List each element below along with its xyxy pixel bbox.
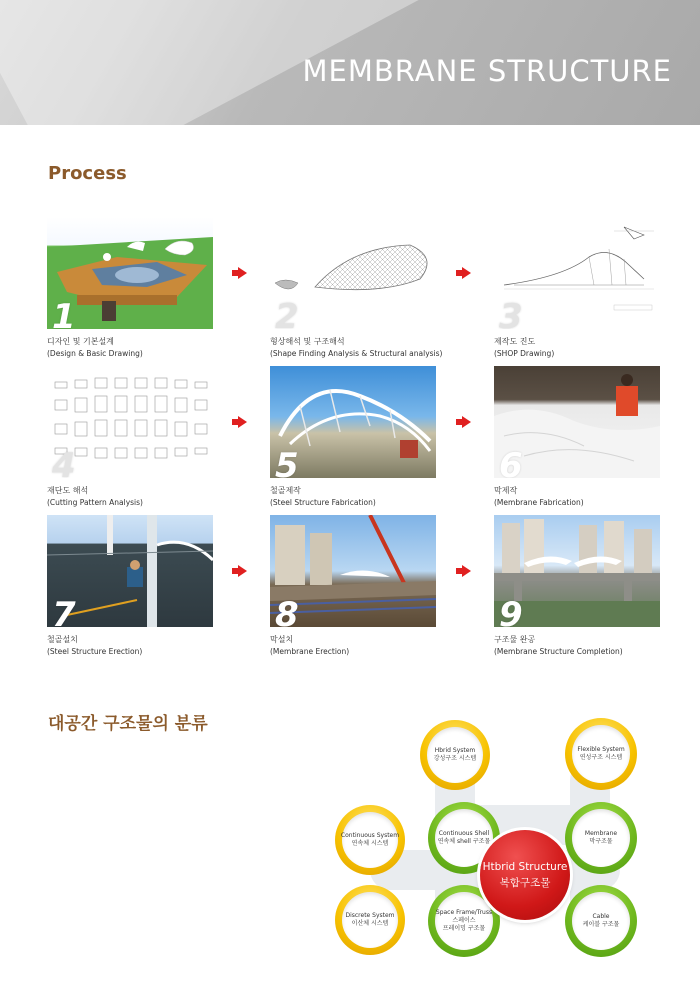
node-label-ko: 프레이밍 구조물 [442,924,486,932]
design-drawing-image [47,217,213,329]
arrow-right-icon [238,565,247,577]
node-label-ko: 막구조물 [589,838,613,845]
shop-drawing-image [494,217,660,329]
step-label-en: (Steel Structure Fabrication) [270,498,376,507]
step-number: 6 [499,446,523,478]
process-step-4 [47,366,217,507]
step-label-en: (Membrane Fabrication) [494,498,584,507]
step-number: 2 [275,297,299,329]
node-label-ko: 스페이스 [452,917,476,925]
step-number: 9 [499,595,523,627]
step-label-ko: 디자인 및 기본설계 [47,337,114,346]
node-label-en: Cable [592,913,610,921]
arrow-right-icon [462,267,471,279]
classification-diagram [320,710,650,980]
process-step-6 [494,366,664,507]
node-cable [565,885,637,957]
step-label-en: (Steel Structure Erection) [47,647,143,656]
node-label-en: Discrete System [345,912,395,920]
process-step-1 [47,217,217,358]
node-label-en: Membrane [584,830,618,838]
process-step-3 [494,217,664,358]
node-continuous-system [335,805,405,875]
node-discrete-system [335,885,405,955]
step-number: 8 [275,595,299,627]
step-number: 4 [52,446,76,478]
node-label-en: Flexible System [577,746,625,754]
step-label-ko: 막설치 [270,635,294,644]
node-label-en: Continuous Shell [438,830,490,838]
node-label-ko: 연속체 시스템 [351,840,389,847]
node-label-en: Continuous System [340,832,400,840]
step-label-ko: 형상해석 및 구조해석 [270,337,345,346]
process-step-7 [47,515,217,656]
membrane-fabrication-image [494,366,660,478]
arrow-right-icon [462,416,471,428]
step-number: 7 [52,595,76,627]
classification-title: 대공간 구조물의 분류 [48,714,208,734]
node-hibrid-system [420,720,490,790]
process-step-5 [270,366,440,507]
steel-fabrication-image [270,366,436,478]
node-label-ko: 강성구조 시스템 [433,755,477,762]
step-label-en: (Membrane Structure Completion) [494,647,623,656]
step-label-en: (Design & Basic Drawing) [47,349,143,358]
node-flexible-system [565,718,637,790]
node-label-en: Hbrid System [434,747,476,755]
step-number: 5 [275,446,299,478]
step-label-en: (Membrane Erection) [270,647,350,656]
membrane-erection-image [270,515,436,627]
header-banner [0,0,700,125]
node-label-ko: 연속체 shell 구조물 [437,838,491,845]
process-step-8 [270,515,440,656]
node-label-en: Space Frame/Truss [435,909,493,917]
step-label-ko: 철골설치 [47,635,78,644]
process-step-2 [270,217,443,358]
completion-image [494,515,660,627]
center-label-ko: 복합구조물 [499,876,551,889]
step-label-ko: 막제작 [494,486,518,495]
node-label-ko: 연성구조 시스템 [579,754,623,761]
steel-erection-image [47,515,213,627]
node-label-ko: 케이블 구조물 [582,921,620,928]
process-step-9 [494,515,664,656]
cutting-pattern-image [47,366,213,478]
step-label-ko: 구조물 완공 [494,635,536,644]
step-label-en: (SHOP Drawing) [494,349,555,358]
step-label-en: (Shape Finding Analysis & Structural analysis) [270,349,443,358]
step-label-ko: 재단도 해석 [47,486,89,495]
step-number: 1 [52,297,76,329]
node-membrane [565,802,637,874]
node-label-ko: 이산체 시스템 [351,920,389,927]
shape-analysis-image [270,217,436,329]
step-number: 3 [499,297,523,329]
step-label-en: (Cutting Pattern Analysis) [47,498,143,507]
step-label-ko: 제작도 진도 [494,337,536,346]
process-title: Process [48,163,127,184]
arrow-right-icon [238,267,247,279]
node-hybrid-structure-center [480,830,570,920]
arrow-right-icon [238,416,247,428]
step-label-ko: 철골제작 [270,486,301,495]
page-title: MEMBRANE STRUCTURE [302,54,672,88]
center-label-en: Htbrid Structure [482,860,568,873]
arrow-right-icon [462,565,471,577]
